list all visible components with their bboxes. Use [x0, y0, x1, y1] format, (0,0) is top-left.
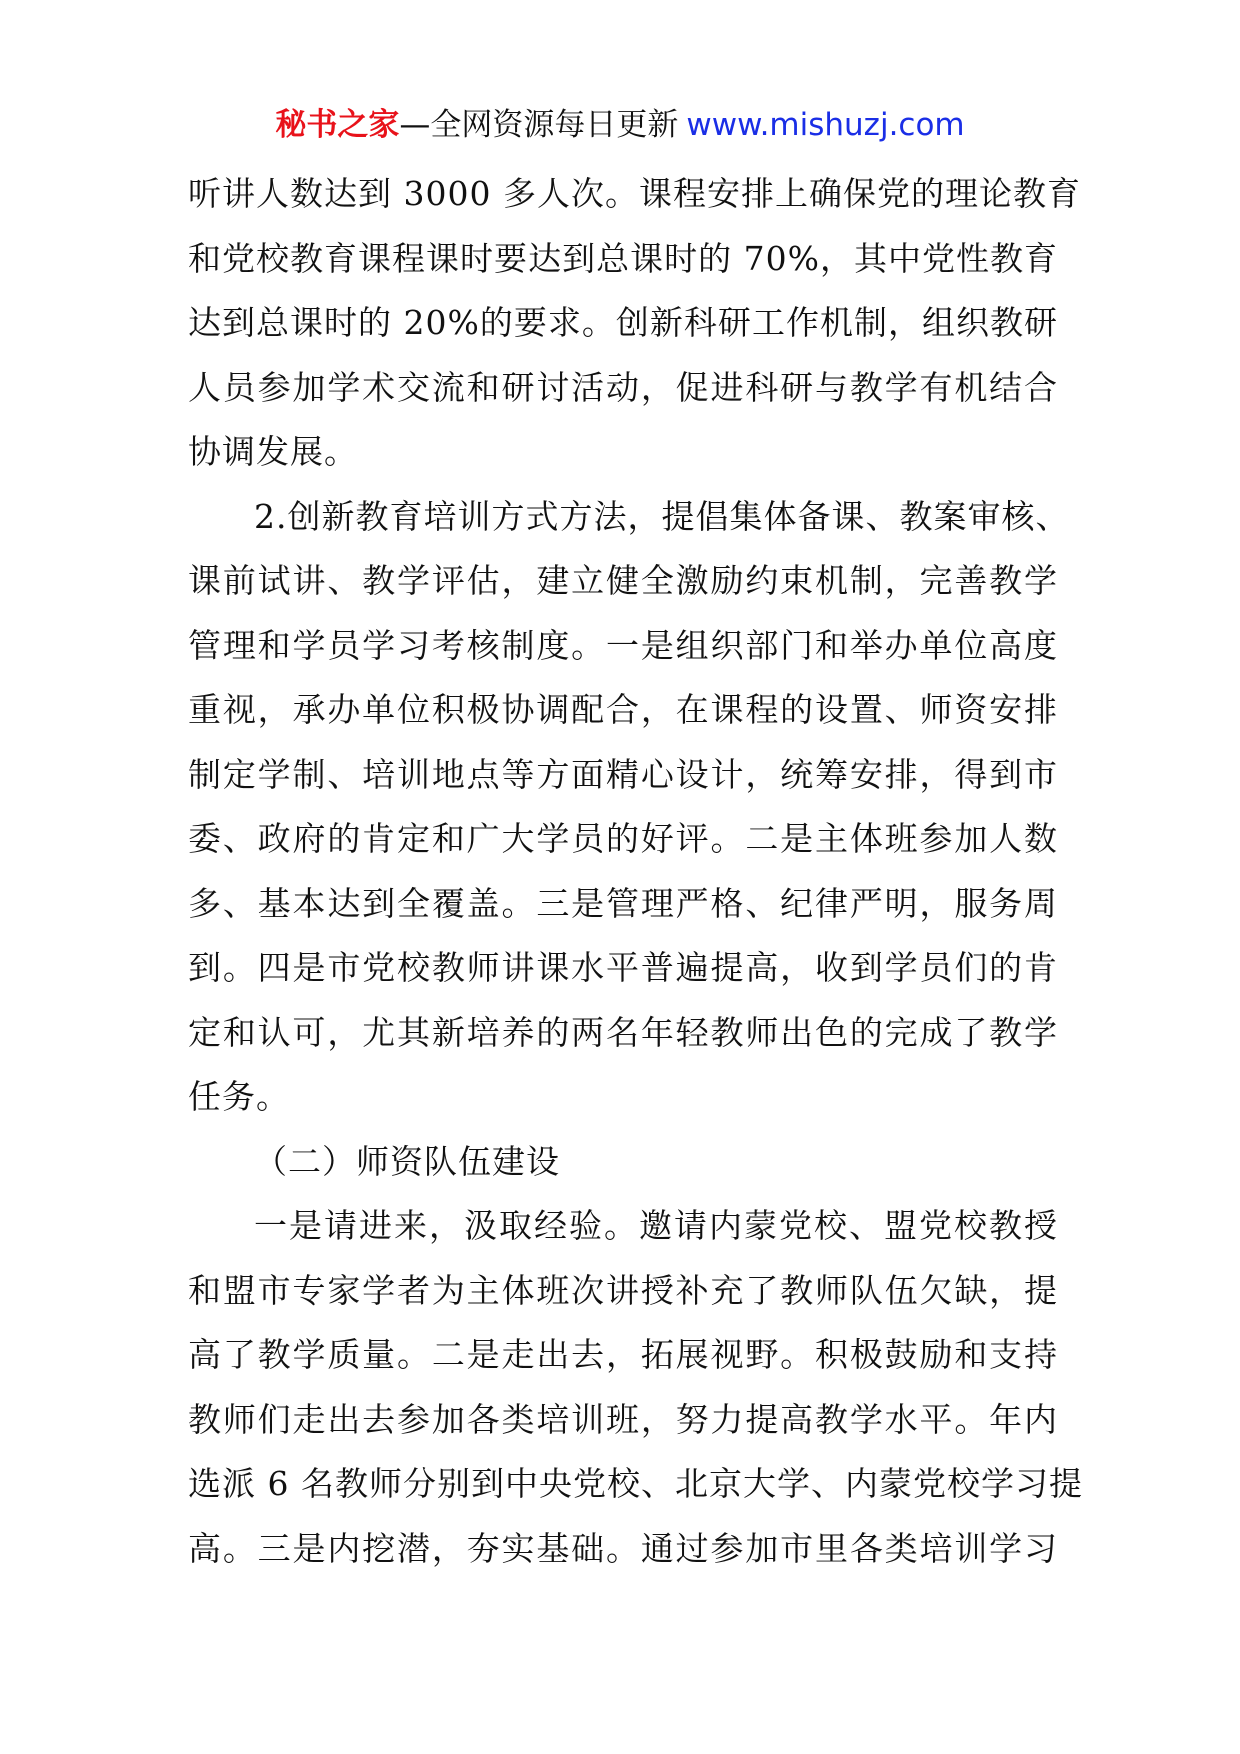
text-line: 达到总课时的 20%的要求。创新科研工作机制，组织教研 — [188, 303, 1058, 342]
header-slogan: —全网资源每日更新 — [399, 107, 679, 143]
header-url-link[interactable]: www.mishuzj.com — [686, 107, 965, 143]
text-line: 一是请进来，汲取经验。邀请内蒙党校、盟党校教授 — [254, 1206, 1058, 1245]
text-line: 高了教学质量。二是走出去，拓展视野。积极鼓励和支持 — [188, 1335, 1058, 1374]
text-line: 多、基本达到全覆盖。三是管理严格、纪律严明，服务周 — [188, 883, 1058, 923]
text-line: 人员参加学术交流和研讨活动，促进科研与教学有机结合 — [188, 367, 1058, 407]
text-line: 制定学制、培训地点等方面精心设计，统筹安排，得到市 — [188, 754, 1058, 794]
text-line: 到。四是市党校教师讲课水平普遍提高，收到学员们的肯 — [188, 948, 1058, 987]
text-line: 协调发展。 — [188, 432, 358, 471]
section-heading: （二）师资队伍建设 — [254, 1141, 560, 1181]
text-line: 2.创新教育培训方式方法，提倡集体备课、教案审核、 — [254, 496, 1070, 536]
text-line: 任务。 — [188, 1077, 290, 1116]
text-line: 教师们走出去参加各类培训班，努力提高教学水平。年内 — [188, 1399, 1058, 1439]
text-line: 委、政府的肯定和广大学员的好评。二是主体班参加人数 — [188, 819, 1058, 858]
document-body — [188, 162, 1083, 1581]
text-line: 和盟市专家学者为主体班次讲授补充了教师队伍欠缺，提 — [188, 1270, 1058, 1310]
text-line: 高。三是内挖潜，夯实基础。通过参加市里各类培训学习 — [188, 1528, 1058, 1568]
text-line: 选派 6 名教师分别到中央党校、北京大学、内蒙党校学习提 — [188, 1464, 1083, 1503]
text-line: 重视，承办单位积极协调配合，在课程的设置、师资安排 — [188, 690, 1058, 729]
page-header — [0, 102, 1240, 148]
text-line: 管理和学员学习考核制度。一是组织部门和举办单位高度 — [188, 625, 1058, 665]
brand-name: 秘书之家 — [275, 107, 400, 143]
text-line: 和党校教育课程课时要达到总课时的 70%，其中党性教育 — [188, 238, 1058, 278]
text-line: 课前试讲、教学评估，建立健全激励约束机制，完善教学 — [188, 561, 1058, 600]
text-line: 定和认可，尤其新培养的两名年轻教师出色的完成了教学 — [188, 1012, 1058, 1052]
text-line: 听讲人数达到 3000 多人次。课程安排上确保党的理论教育 — [188, 174, 1081, 213]
